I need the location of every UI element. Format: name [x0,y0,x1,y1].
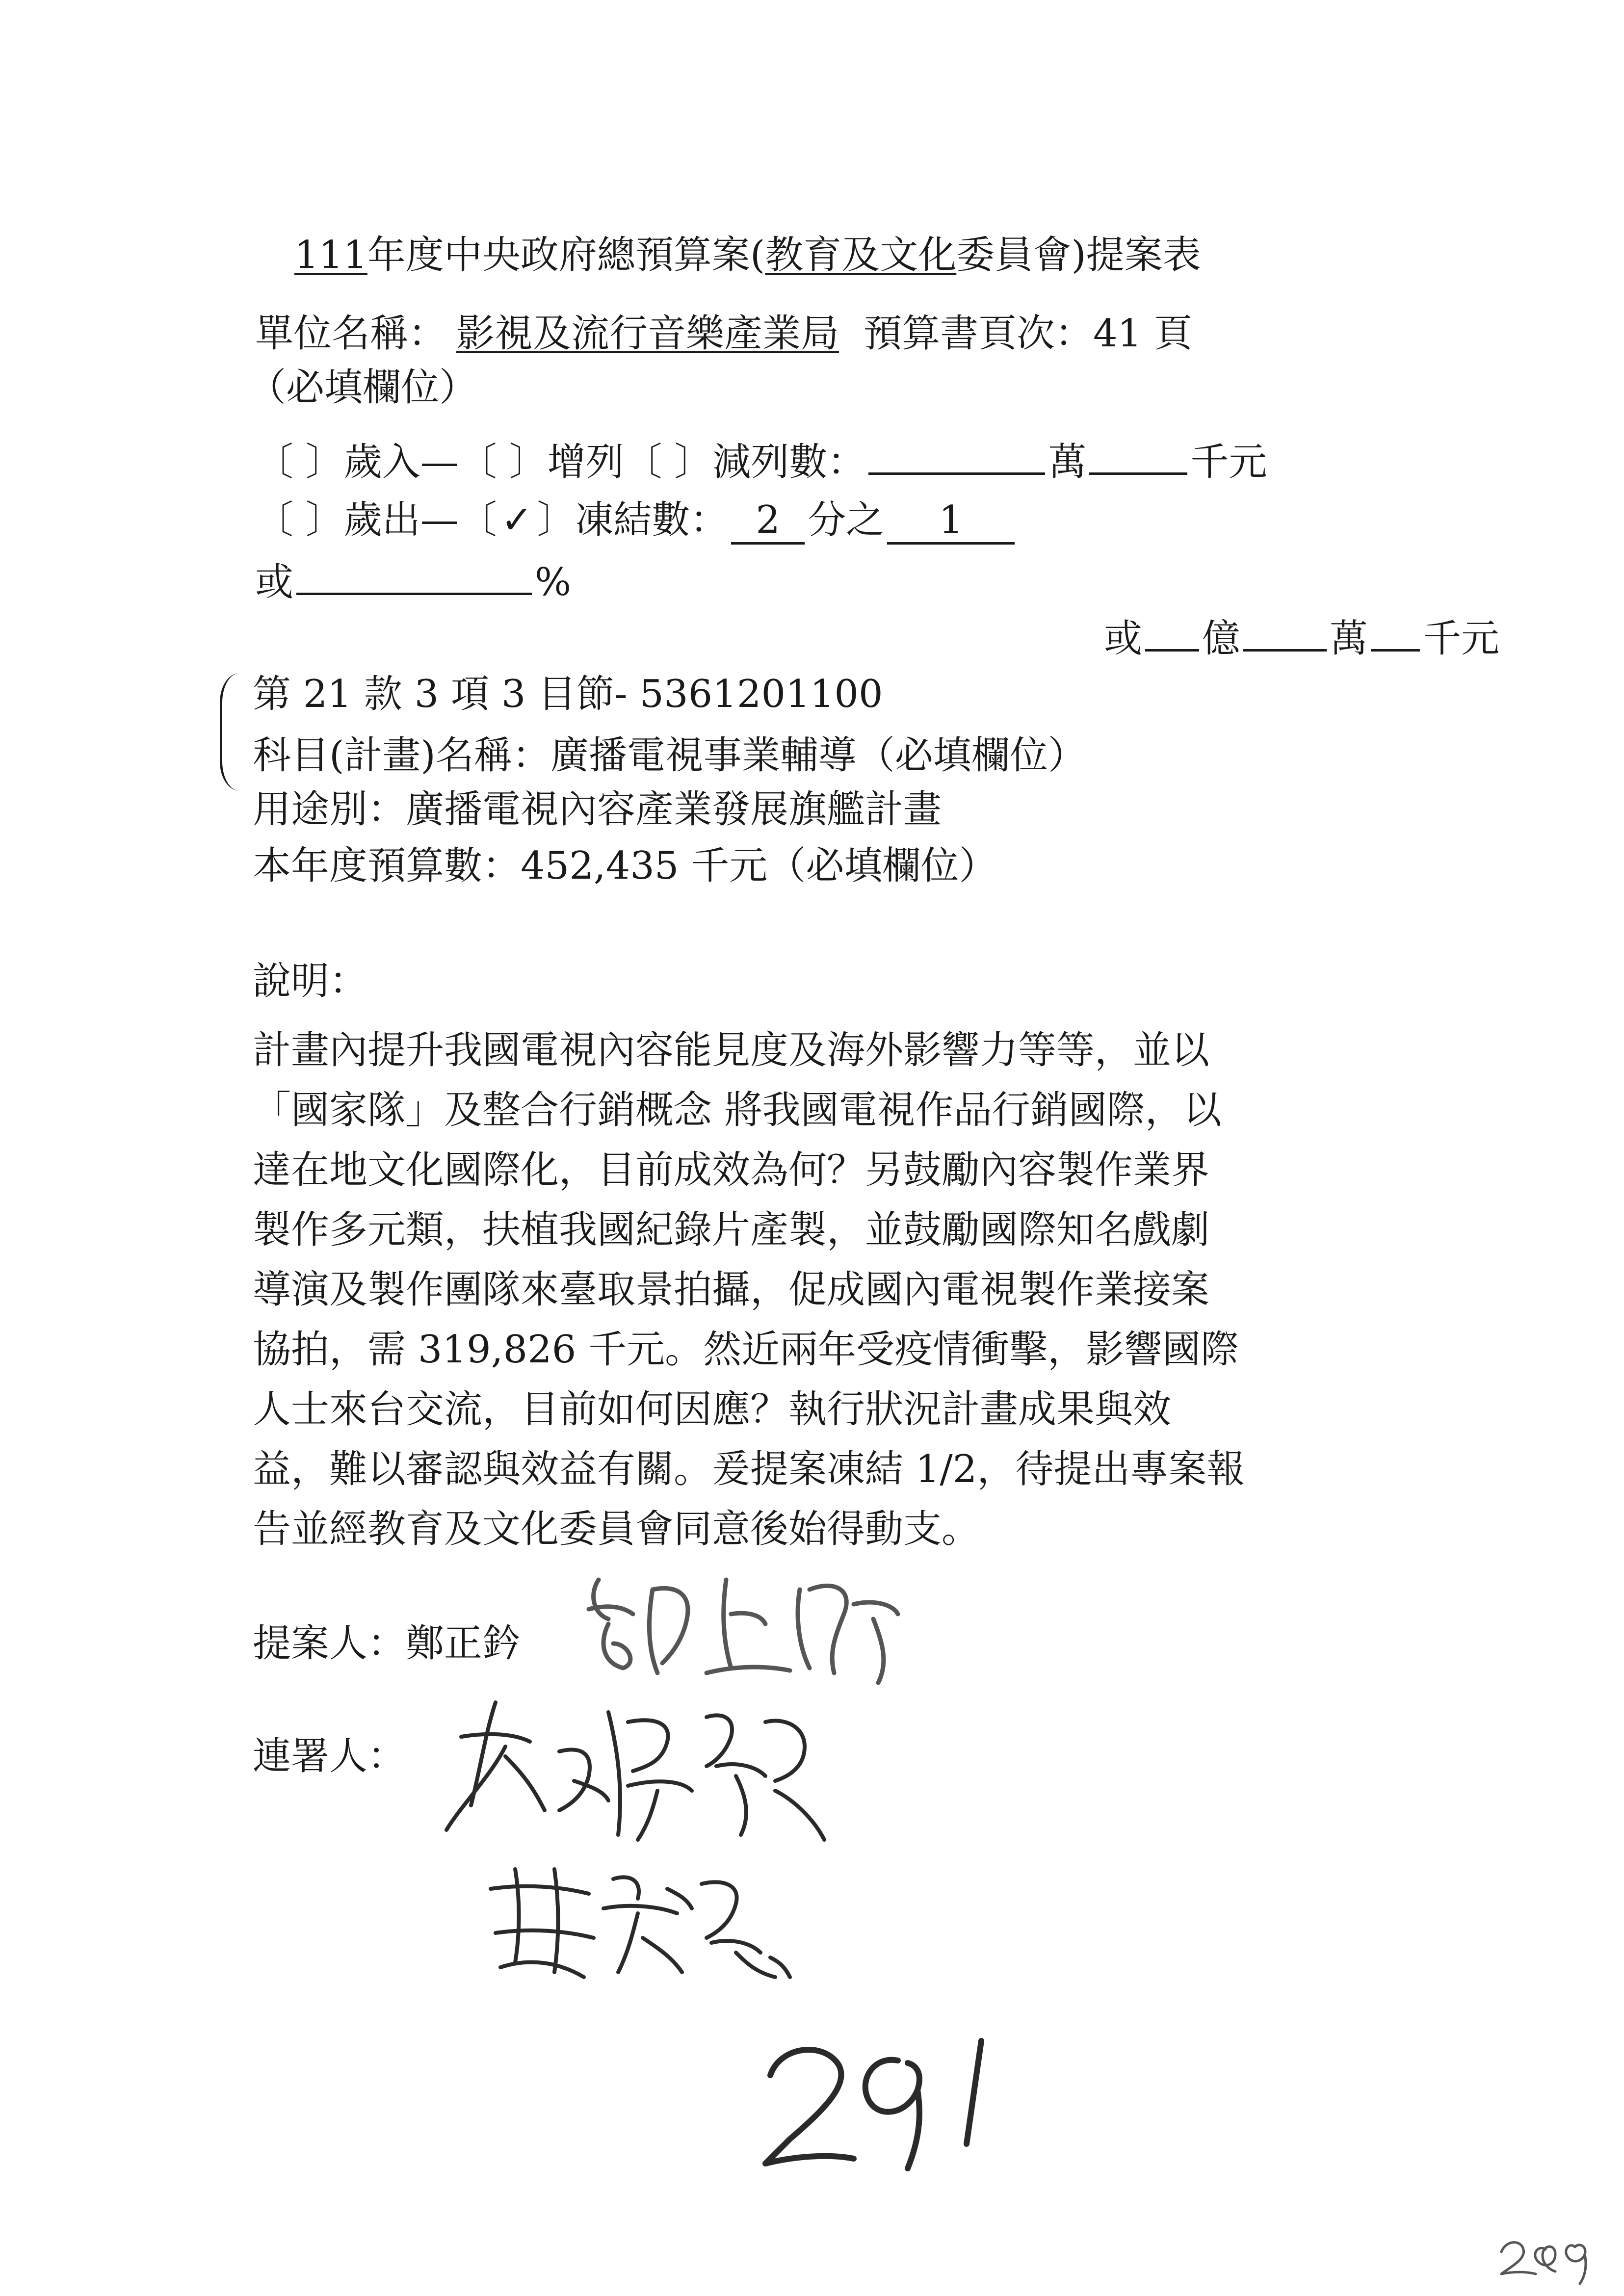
explanation-line: 益，難以審認與效益有關。爰提案凍結 1/2，待提出專案報 [253,1447,1245,1491]
revenue-label: 歲入— [343,440,459,484]
checkmark-icon: ✓ [500,498,533,542]
yi-blank [1145,611,1199,652]
wan-blank [868,434,1045,475]
revenue-checkbox: 〔 〕 [255,440,344,484]
explanation-line: 告並經教育及文化委員會同意後始得動支。 [253,1507,980,1551]
revenue-line [255,434,1267,487]
corner-handwritten-number [1492,2227,1609,2286]
unit-name: 影視及流行音樂產業局 [456,312,839,356]
title-text-2: 委員會)提案表 [956,233,1201,277]
proposer-signature [579,1560,922,1688]
unit-required-note: （必填欄位） [248,365,478,410]
freeze-denominator: 1 [887,498,1015,545]
explanation-line: 「國家隊」及整合行銷概念 將我國電視作品行銷國際，以 [253,1088,1222,1132]
page-number-text: 291 [751,2021,752,2022]
explanation-label: 說明： [253,959,368,1003]
expense-checkbox: 〔 〕 [255,498,344,542]
percent-sign: % [535,560,572,604]
amount-wan: 萬 [1330,617,1368,661]
expense-line [255,496,1018,545]
expense-label: 歲出— [343,498,459,542]
freeze-numerator: 2 [731,498,805,545]
or-percent-line [255,554,571,607]
explanation-line: 協拍，需 319,826 千元。然近兩年受疫情衝擊，影響國際 [253,1328,1239,1372]
freeze-checkbox-open: 〔 [458,498,497,542]
cosigner-signature-1 [432,1693,834,1850]
increase-checkbox: 〔 〕 [458,440,548,484]
explanation-body [253,1020,1245,1559]
amount-qian: 千元 [1423,617,1500,661]
corner-number-text: 289 [1492,2227,1493,2228]
explanation-line: 製作多元類，扶植我國紀錄片產製，並鼓勵國際知名戲劇 [253,1208,1210,1252]
or-label: 或 [255,560,294,604]
unit-label: 單位名稱： [255,312,447,356]
cosigner-label: 連署人： [253,1734,406,1778]
qian-blank [1089,434,1187,475]
budget-page: 預算書頁次：41 頁 [864,312,1193,356]
amount-qian-blank [1371,611,1420,652]
amount-or: 或 [1104,617,1143,661]
explanation-line: 人士來台交流，目前如何因應？執行狀況計畫成果與效 [253,1387,1172,1432]
explanation-line: 計畫內提升我國電視內容能見度及海外影響力等等，並以 [253,1028,1210,1072]
wan-unit: 萬 [1048,440,1087,484]
freeze-checkbox-close: 〕 [537,498,576,542]
cosigner-signature-2 [481,1859,795,1987]
decrease-label: 減列數： [712,440,866,484]
handwritten-page-number [751,2021,1025,2178]
decrease-checkbox: 〔 〕 [624,440,713,484]
explanation-line: 達在地文化國際化，目前成效為何？另鼓勵內容製作業界 [253,1148,1210,1192]
budget-brace [220,673,242,791]
unit-line [255,309,1192,358]
budget-usage-line: 用途別：廣播電視內容產業發展旗艦計畫 [253,787,942,832]
proposer-label: 提案人：鄭正鈐 [253,1621,521,1666]
amount-yi: 億 [1202,617,1241,661]
title-text-1: 年度中央政府總預算案( [367,233,765,277]
qian-unit: 千元 [1190,440,1267,484]
budget-subject-line: 科目(計畫)名稱：廣播電視事業輔導（必填欄位） [253,733,1086,778]
budget-amount-line: 本年度預算數：452,435 千元（必填欄位） [253,844,997,888]
budget-section-line: 第 21 款 3 項 3 目節- 5361201100 [253,672,883,716]
fraction-word: 分之 [808,498,885,542]
explanation-line: 導演及製作團隊來臺取景拍攝，促成國內電視製作業接案 [253,1268,1210,1312]
increase-label: 增列 [547,440,624,484]
amount-line [1104,611,1499,663]
percent-blank [296,554,532,595]
title-year: 111 [294,233,367,277]
title-committee: 教育及文化 [765,233,957,277]
amount-wan-blank [1243,611,1327,652]
freeze-label: 凍結數： [575,498,729,542]
form-title [294,231,1201,280]
